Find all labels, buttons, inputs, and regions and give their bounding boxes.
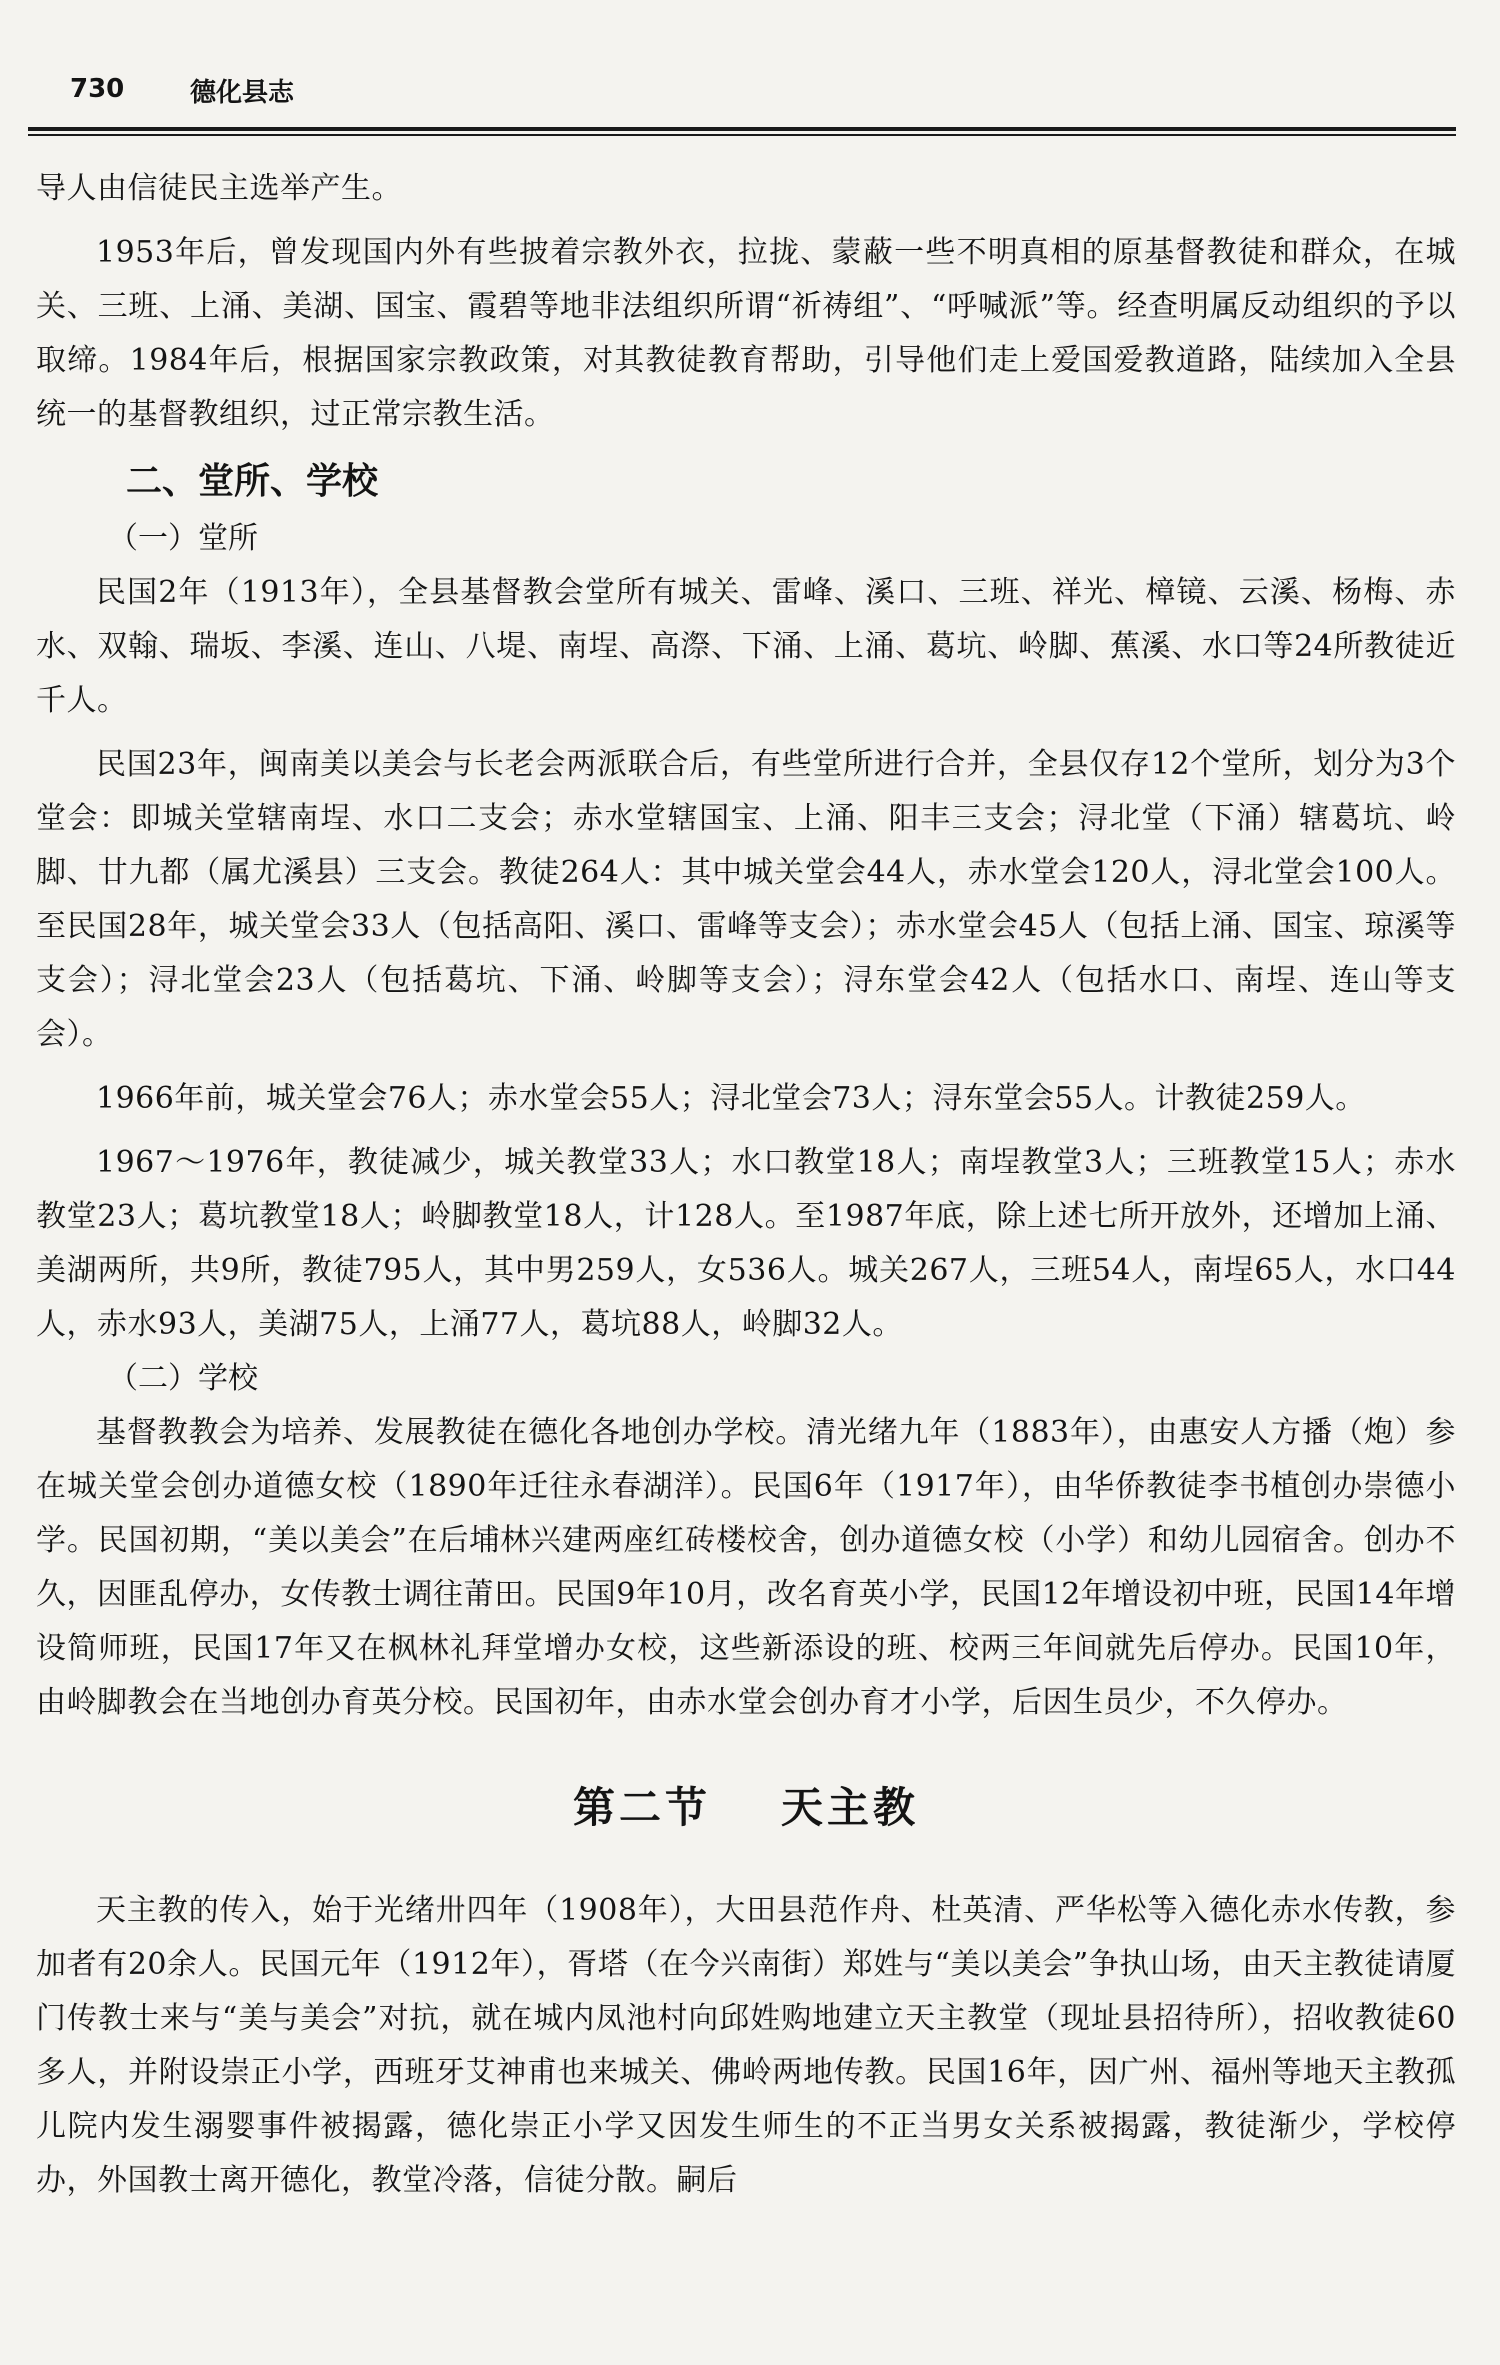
paragraph-catholic: 天主教的传入，始于光绪卅四年（1908年），大田县范作舟、杜英清、严华松等入德化赤水传教，参加者有20余人。民国元年（1912年），胥塔（在今兴南街）郑姓与“美以美会”争执山场，由天主教徒请厦门传教士来与“美与美会”对抗，就在城内凤池村向邱姓购地建立天主教堂（现址县招待所），招收教徒60多人，并附设崇正小学，西班牙艾神甫也来城关、佛岭两地传教。民国16年，因广州、福州等地天主教孤儿院内发生溺婴事件被揭露，德化崇正小学又因发生师生的不正当男女关系被揭露，教徒渐少，学校停办，外国教士离开德化，教堂冷落，信徒分散。嗣后 [36,1893,1456,2198]
paragraph-1966: 1966年前，城关堂会76人；赤水堂会55人；浔北堂会73人；浔东堂会55人。计教徒259人。 [96,1081,1366,1116]
subsection-heading-schools: （二）学校 [108,1361,258,1396]
paragraph-continuation: 导人由信徒民主选举产生。 [36,171,402,206]
book-title: 德化县志 [190,78,295,108]
paragraph-schools: 基督教教会为培养、发展教徒在德化各地创办学校。清光绪九年（1883年），由惠安人方播（炮）参在城关堂会创办道德女校（1890年迁往永春湖洋）。民国6年（1917年），由华侨教徒李书植创办崇德小学。民国初期，“美以美会”在后埔林兴建两座红砖楼校舍，创办道德女校（小学）和幼儿园宿舍。创办不久，因匪乱停办，女传教士调往莆田。民国9年10月，改名育英小学，民国12年增设初中班，民国14年增设简师班，民国17年又在枫林礼拜堂增办女校，这些新添设的班、校两三年间就先后停办。民国10年，由岭脚教会在当地创办育英分校。民国初年，由赤水堂会创办育才小学，后因生员少，不久停办。 [36,1415,1456,1720]
page-header [40,66,1460,110]
page-body [36,162,1456,2208]
paragraph-1967-1987: 1967～1976年，教徒减少，城关教堂33人；水口教堂18人；南埕教堂3人；三班教堂15人；赤水教堂23人；葛坑教堂18人；岭脚教堂18人，计128人。至1987年底，除上述七所开放外，还增加上涌、美湖两所，共9所，教徒795人，其中男259人，女536人。城关267人，三班54人，南埕65人，水口44人，赤水93人，美湖75人，上涌77人，葛坑88人，岭脚32人。 [36,1145,1456,1342]
subsection-heading-churches: （一）堂所 [108,521,258,556]
section-heading: 二、堂所、学校 [126,461,379,502]
chapter-name: 天主教 [781,1783,920,1832]
paragraph-minguo-23: 民国23年，闽南美以美会与长老会两派联合后，有些堂所进行合并，全县仅存12个堂所，划分为3个堂会：即城关堂辖南埕、水口二支会；赤水堂辖国宝、上涌、阳丰三支会；浔北堂（下涌）辖葛坑、岭脚、廿九都（属尤溪县）三支会。教徒264人：其中城关堂会44人，赤水堂会120人，浔北堂会100人。至民国28年，城关堂会33人（包括高阳、溪口、雷峰等支会）；赤水堂会45人（包括上涌、国宝、琼溪等支会）；浔北堂会23人（包括葛坑、下涌、岭脚等支会）；浔东堂会42人（包括水口、南埕、连山等支会）。 [36,747,1456,1052]
chapter-number: 第二节 [572,1783,711,1832]
chapter-title [36,1778,1456,1838]
paragraph-minguo-2: 民国2年（1913年），全县基督教会堂所有城关、雷峰、溪口、三班、祥光、樟镜、云溪、杨梅、赤水、双翰、瑞坂、李溪、连山、八堤、南埕、高漈、下涌、上涌、葛坑、岭脚、蕉溪、水口等24所教徒近千人。 [36,575,1456,718]
header-rule-thick [28,127,1456,131]
header-rule-thin [28,134,1456,136]
page-number: 730 [70,74,125,104]
paragraph-1953: 1953年后，曾发现国内外有些披着宗教外衣，拉拢、蒙蔽一些不明真相的原基督教徒和群众，在城关、三班、上涌、美湖、国宝、霞碧等地非法组织所谓“祈祷组”、“呼喊派”等。经查明属反动组织的予以取缔。1984年后，根据国家宗教政策，对其教徒教育帮助，引导他们走上爱国爱教道路，陆续加入全县统一的基督教组织，过正常宗教生活。 [36,235,1456,432]
